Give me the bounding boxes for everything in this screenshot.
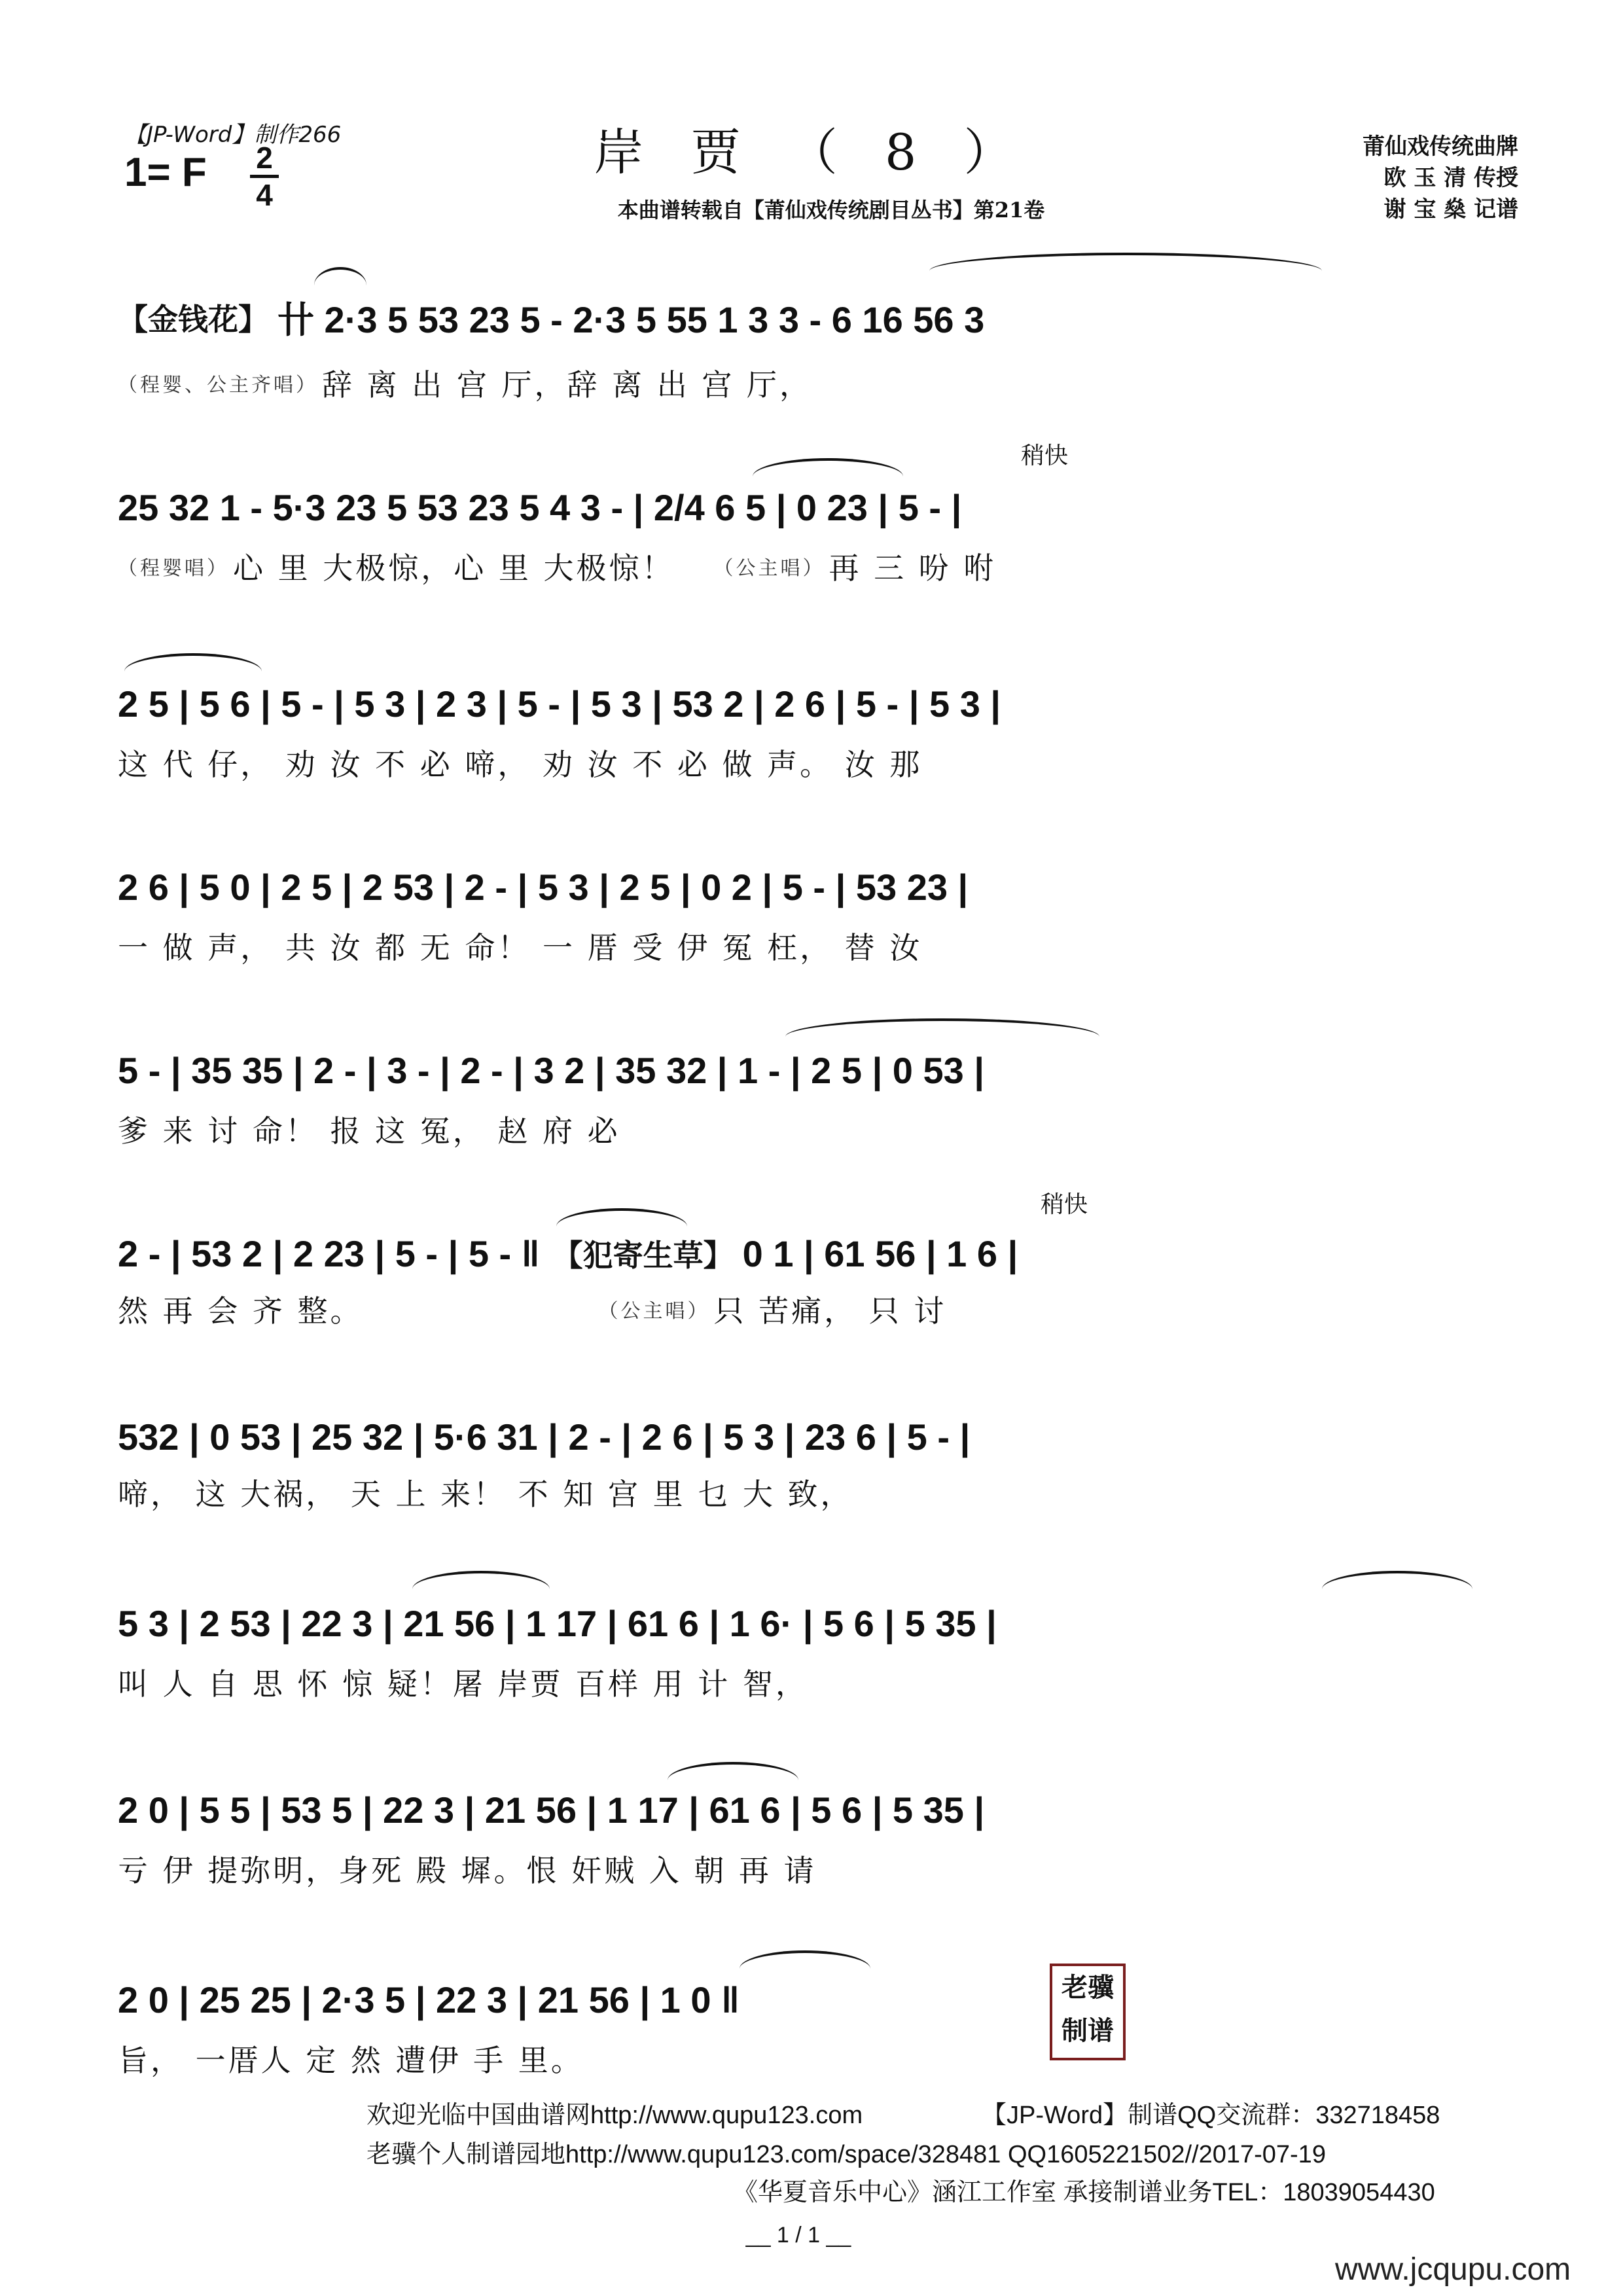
attribution-genre: 莆仙戏传统曲牌 — [1363, 134, 1518, 160]
lyrics-row-4 — [118, 923, 1505, 969]
attribution-transcriber: 谢 宝 燊 记谱 — [1383, 196, 1518, 223]
notation-row-4 — [118, 857, 1505, 916]
singer-tag: （公主唱） — [713, 557, 825, 580]
footer-qq-group: 【JP-Word】制谱QQ交流群：332718458 — [982, 2102, 1440, 2129]
notation-text: 0 1 | 61 56 | 1 6 | — [742, 1232, 1018, 1274]
lyrics-row-6 — [118, 1286, 1505, 1332]
lyrics-text: 爹 来 讨 命！ 报 这 冤， 赵 府 必 — [118, 1113, 620, 1149]
notation-text: 2 5 | 5 6 | 5 - | 5 3 | 2 3 | 5 - | 5 3 | 53 2 | 2 6 | 5 - | 5 3 | — [118, 683, 1001, 725]
page-number: __ 1 / 1 __ — [745, 2223, 851, 2248]
slur-mark — [412, 1571, 550, 1589]
slur-mark — [1322, 1571, 1472, 1589]
lyrics-row-1 — [118, 360, 1505, 406]
footer-site-link[interactable]: 欢迎光临中国曲谱网http://www.qupu123.com — [366, 2102, 863, 2129]
lyrics-text: 一 做 声， 共 汝 都 无 命！ 一 厝 受 伊 冤 枉， 替 汝 — [118, 930, 923, 965]
tempo-mark: 稍快 — [1021, 442, 1069, 469]
lyrics-text: 叫 人 自 思 怀 惊 疑！屠 岸贾 百样 用 计 智， — [118, 1666, 808, 1702]
notation-text: 532 | 0 53 | 25 32 | 5·6 31 | 2 - | 2 6 | 5 3 | 23 6 | 5 - | — [118, 1416, 971, 1458]
seal-line-2: 制谱 — [1061, 2016, 1114, 2046]
source-note: 本曲谱转载自【莆仙戏传统剧目丛书】第21卷 — [617, 198, 1045, 223]
lyrics-row-5 — [118, 1106, 1505, 1152]
notation-row-6 — [118, 1224, 1505, 1283]
footer-author-space[interactable]: 老骥个人制谱园地http://www.qupu123.com/space/328481 QQ1605221502//2017-07-19 — [366, 2141, 1326, 2168]
time-signature-top: 2 — [256, 141, 273, 175]
attribution-block — [1243, 131, 1518, 225]
slur-mark — [668, 1762, 798, 1780]
slur-mark — [314, 267, 366, 285]
lyrics-row-10 — [118, 2036, 1034, 2081]
notation-row-3 — [118, 674, 1505, 733]
lyrics-row-9 — [118, 1846, 1505, 1892]
lyrics-text: 啼， 这 大祸， 天 上 来！ 不 知 宫 里 乜 大 致， — [118, 1477, 853, 1512]
credit-label: 【JP-Word】制作266 — [124, 122, 342, 148]
lyrics-text: 亏 伊 提弥明，身死 殿 墀。恨 奸贼 入 朝 再 请 — [118, 1853, 817, 1888]
notation-text: 2 - | 53 2 | 2 23 | 5 - | 5 - ‖ — [118, 1232, 540, 1274]
notation-row-1 — [118, 288, 1505, 347]
slur-mark — [124, 653, 262, 672]
lyrics-row-2 — [118, 543, 1505, 589]
notation-row-10 — [118, 1970, 1034, 2029]
slur-mark — [740, 1950, 870, 1969]
notation-row-5 — [118, 1041, 1505, 1100]
tempo-mark: 稍快 — [1041, 1191, 1088, 1218]
score-title: 岸 贾 （ 8 ） — [594, 123, 1029, 181]
maker-seal — [1050, 1964, 1126, 2060]
slur-mark — [929, 253, 1322, 271]
footer-studio: 《华夏音乐中心》涵江工作室 承接制谱业务TEL：18039054430 — [733, 2179, 1435, 2206]
singer-tag: （公主唱） — [598, 1300, 710, 1323]
singer-tag: （程婴唱） — [118, 557, 229, 580]
lyrics-text: 再 三 吩 咐 — [829, 550, 997, 586]
slur-mark — [753, 458, 903, 476]
lyrics-text: 这 代 仔， 劝 汝 不 必 啼， 劝 汝 不 必 做 声。 汝 那 — [118, 747, 923, 782]
slur-mark — [785, 1018, 1099, 1037]
notation-text: 5 3 | 2 53 | 22 3 | 21 56 | 1 17 | 61 6 | 1 6· | 5 6 | 5 35 | — [118, 1602, 997, 1644]
key-signature: 1= F — [124, 150, 207, 195]
notation-text: 2 0 | 5 5 | 53 5 | 22 3 | 21 56 | 1 17 | 61 6 | 5 6 | 5 35 | — [118, 1789, 985, 1831]
watermark: www.jcqupu.com — [1335, 2252, 1571, 2287]
notation-text: 2 0 | 25 25 | 2·3 5 | 22 3 | 21 56 | 1 0 ‖ — [118, 1979, 740, 2020]
lyrics-row-3 — [118, 740, 1505, 785]
singer-tag: （程婴、公主齐唱） — [118, 374, 318, 397]
time-signature-bottom: 4 — [256, 178, 273, 212]
qupai-label: 【犯寄生草】 — [552, 1238, 734, 1273]
notation-text: 2 6 | 5 0 | 2 5 | 2 53 | 2 - | 5 3 | 2 5 | 0 2 | 5 - | 53 23 | — [118, 866, 969, 908]
lyrics-text: 然 再 会 齐 整。 — [118, 1293, 363, 1329]
notation-row-2 — [118, 478, 1505, 537]
qupai-label: 【金钱花】 — [118, 302, 268, 337]
seal-line-1: 老骥 — [1061, 1973, 1114, 2003]
lyrics-text: 辞 离 出 宫 厅，辞 离 出 宫 厅， — [322, 367, 812, 403]
lyrics-text: 只 苦痛， 只 讨 — [713, 1293, 947, 1329]
notation-row-9 — [118, 1780, 1505, 1839]
notation-text: 卄 2·3 5 53 23 5 - 2·3 5 55 1 3 3 - 6 16 56 3 — [277, 299, 985, 340]
notation-row-7 — [118, 1407, 1505, 1466]
lyrics-row-8 — [118, 1659, 1505, 1705]
notation-text: 25 32 1 - 5·3 23 5 53 23 5 4 3 - | 2/4 6 5 | 0 23 | 5 - | — [118, 486, 962, 528]
lyrics-text: 心 里 大极惊，心 里 大极惊！ — [233, 550, 675, 586]
notation-row-8 — [118, 1594, 1505, 1653]
attribution-teacher: 欧 玉 清 传授 — [1383, 165, 1518, 191]
lyrics-text: 旨， 一厝人 定 然 遭伊 手 里。 — [118, 2043, 584, 2078]
lyrics-row-7 — [118, 1469, 1505, 1515]
time-signature — [250, 143, 279, 210]
notation-text: 5 - | 35 35 | 2 - | 3 - | 2 - | 3 2 | 35 32 | 1 - | 2 5 | 0 53 | — [118, 1049, 985, 1091]
